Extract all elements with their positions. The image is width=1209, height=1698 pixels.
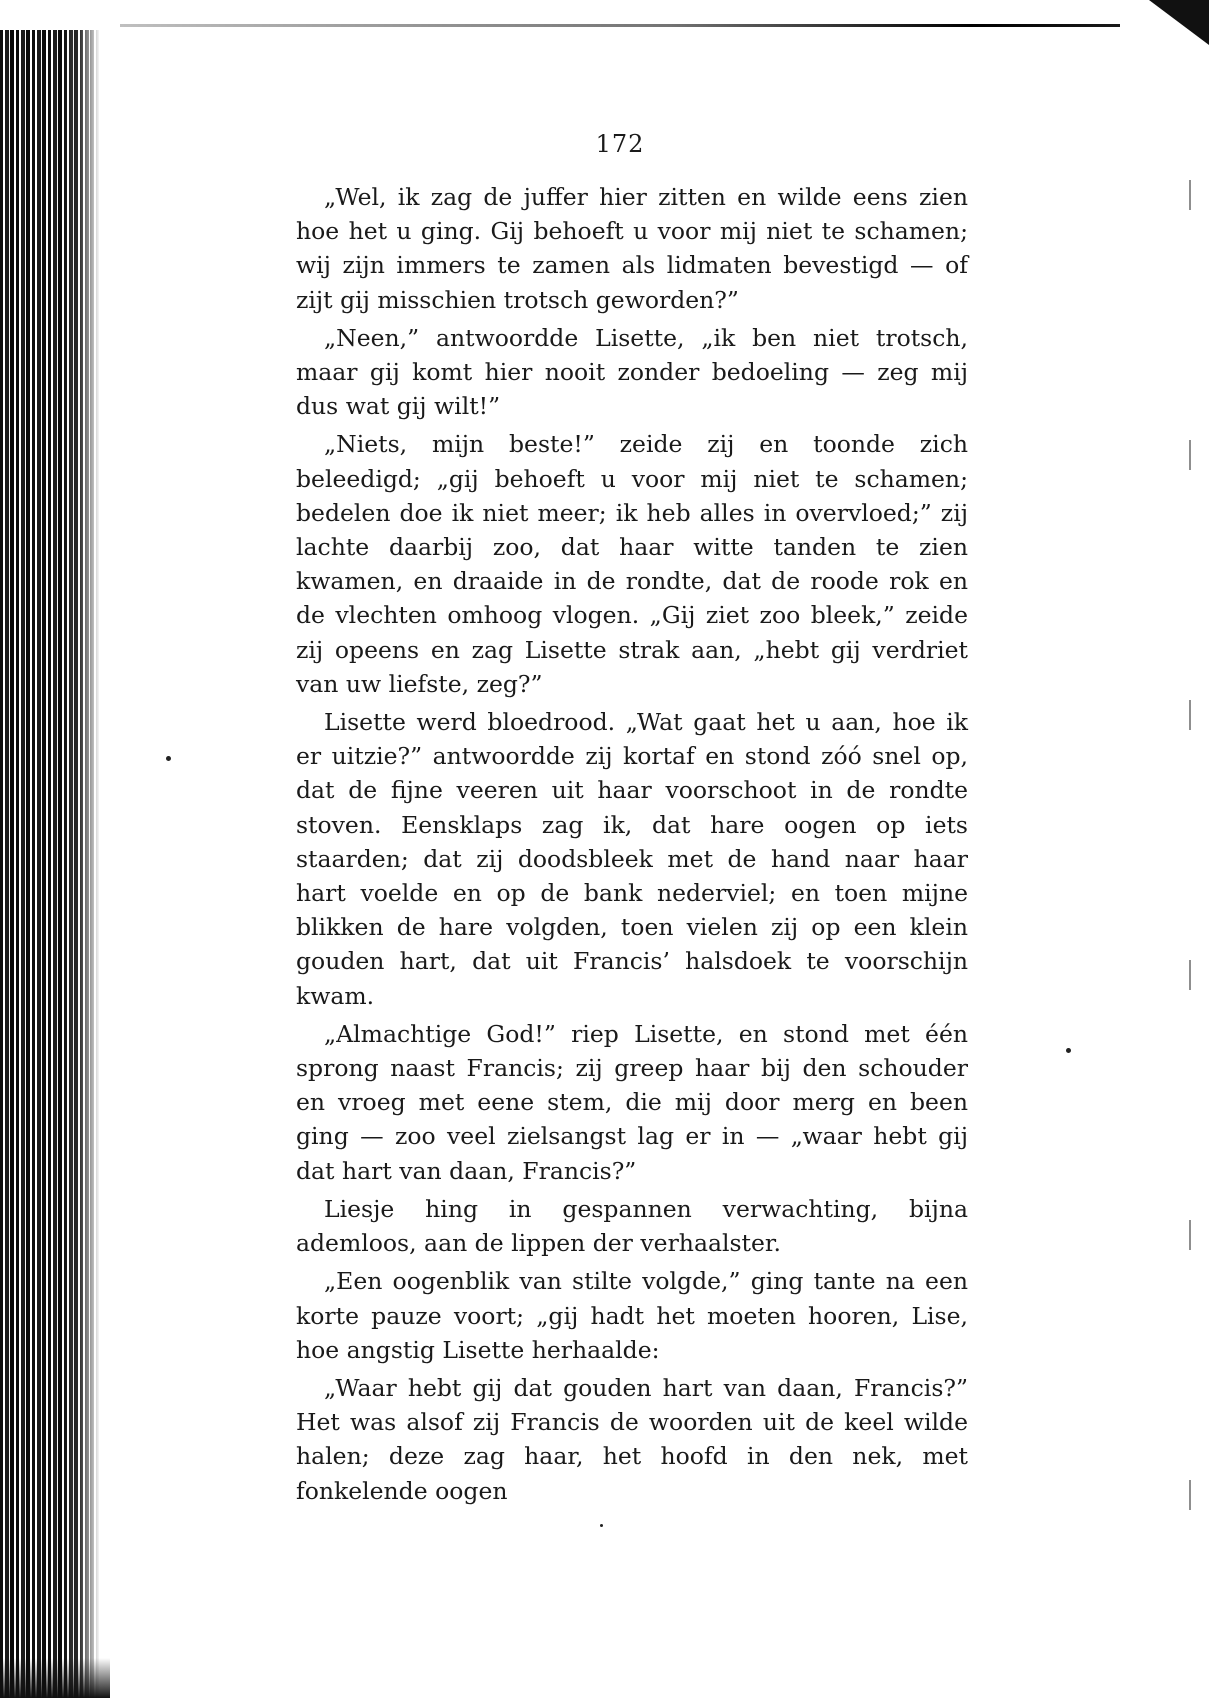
paragraph: „Een oogenblik van stilte volgde,” ging tante na een korte pauze voort; „gij hadt het moeten hooren, Lise, hoe angstig Lisette herhaalde: [296, 1267, 968, 1364]
paragraph: „Waar hebt gij dat gouden hart van daan, Francis?” Het was alsof zij Francis de woorden uit de keel wilde halen; deze zag haar, het hoofd in den nek, met fonkelende oogen [296, 1373, 968, 1505]
paragraph: Lisette werd bloedrood. „Wat gaat het u aan, hoe ik er uitzie?” antwoordde zij kortaf en stond zóó snel op, dat de fijne veeren uit haar voorschoot in de rondte stoven. Eensklaps zag ik, dat hare oogen op iets staarden; dat zij doodsbleek met de hand naar haar hart voelde en op de bank nederviel; en toen mijne blikken de hare volgden, toen vielen zij op een klein gouden hart, dat uit Francis’ halsdoek te voorschijn kwam. [296, 708, 968, 1010]
page-number: 172 [595, 130, 645, 158]
scan-speck [166, 756, 171, 761]
page-body-text [296, 180, 968, 1512]
paragraph: „Niets, mijn beste!” zeide zij en toonde zich beleedigd; „gij behoeft u voor mij niet te schamen; bedelen doe ik niet meer; ik heb alles in overvloed;” zij lachte daarbij zoo, dat haar witte tanden te zien kwamen, en draaide in de rondte, dat de roode rok en de vlechten omhoog vlogen. „Gij ziet zoo bleek,” zeide zij opeens en zag Lisette strak aan, „hebt gij verdriet van uw liefste, zeg?” [296, 430, 968, 698]
paragraph: „Almachtige God!” riep Lisette, en stond met één sprong naast Francis; zij greep haar bij den schouder en vroeg met eene stem, die mij door merg en been ging — zoo veel zielsangst lag er in — „waar hebt gij dat hart van daan, Francis?” [296, 1019, 968, 1185]
scan-speck [600, 1524, 603, 1527]
scan-corner-mark [1149, 0, 1209, 45]
paragraph: Liesje hing in gespannen verwachting, bijna ademloos, aan de lippen der verhaalster. [296, 1194, 968, 1258]
paragraph: „Neen,” antwoordde Lisette, „ik ben niet trotsch, maar gij komt hier nooit zonder bedoeling — zeg mij dus wat gij wilt!” [296, 323, 968, 421]
scan-top-edge [120, 24, 1120, 27]
book-binding-edge [0, 30, 100, 1698]
scan-right-edge [1189, 60, 1191, 1560]
binding-shadow [0, 1658, 110, 1698]
paragraph: „Wel, ik zag de juffer hier zitten en wilde eens zien hoe het u ging. Gij behoeft u voor mij niet te schamen; wij zijn immers te zamen als lidmaten bevestigd — of zijt gij misschien trotsch geworden?” [296, 183, 968, 314]
scan-speck [1066, 1048, 1071, 1053]
